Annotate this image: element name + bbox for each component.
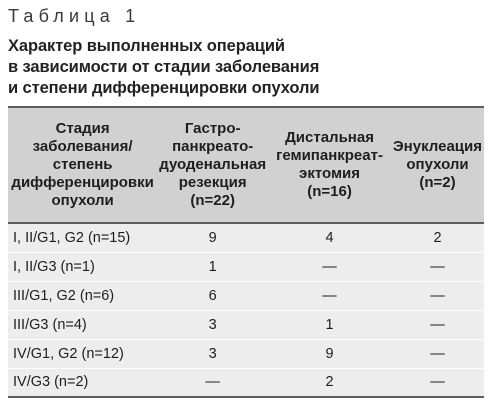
stage-cell: I, II/G1, G2 (n=15) — [13, 229, 131, 246]
distal-count-cell: 2 — [325, 374, 334, 391]
header-line: (n=2) — [419, 174, 456, 191]
caption-line: Характер выполненных операций — [8, 37, 285, 55]
header-line: Дистальная — [285, 129, 374, 146]
distal-count-cell: 9 — [325, 345, 334, 362]
enucleation-count-cell: 2 — [433, 229, 442, 246]
header-stage — [8, 107, 157, 223]
stage-cell: IV/G3 (n=2) — [13, 374, 89, 391]
table-number-label: Таблица 1 — [8, 6, 141, 26]
caption-line: и степени дифференцировки опухоли — [8, 79, 320, 97]
header-line: Энуклеация — [393, 138, 482, 155]
distal-count-cell: — — [322, 258, 337, 275]
header-line: (n=22) — [190, 192, 235, 209]
enucleation-count-cell: — — [430, 345, 445, 362]
header-line: дифференцировки — [11, 174, 154, 191]
distal-count-cell: — — [322, 287, 337, 304]
header-line: эктомия — [299, 165, 361, 182]
distal-count-cell: 1 — [325, 316, 334, 333]
header-tumor-enucleation — [391, 107, 484, 223]
operations-table — [8, 106, 484, 398]
table-row — [8, 310, 484, 339]
header-line: Гастро- — [184, 120, 241, 137]
caption-line: в зависимости от стадии заболевания — [8, 58, 320, 76]
header-line: гемипанкреат- — [276, 147, 383, 164]
table-row — [8, 281, 484, 310]
header-line: заболевания/ — [32, 138, 133, 155]
header-line: резекция — [178, 174, 247, 191]
header-distal-hemipancreatectomy — [268, 107, 391, 223]
header-line: Стадия — [55, 120, 110, 137]
table-row — [8, 339, 484, 368]
enucleation-count-cell: — — [430, 316, 445, 333]
pdr-count-cell: 9 — [208, 229, 217, 246]
pdr-count-cell: 6 — [208, 287, 217, 304]
header-line: опухоли — [406, 156, 469, 173]
enucleation-count-cell: — — [430, 258, 445, 275]
pdr-count-cell: 3 — [208, 345, 217, 362]
stage-cell: III/G1, G2 (n=6) — [13, 287, 115, 304]
table-row — [8, 368, 484, 397]
header-line: опухоли — [51, 192, 114, 209]
table-caption — [8, 36, 478, 99]
table-row — [8, 252, 484, 281]
pdr-count-cell: 1 — [208, 258, 217, 275]
table-header-row — [8, 107, 484, 223]
enucleation-count-cell: — — [430, 287, 445, 304]
distal-count-cell: 4 — [325, 229, 334, 246]
table-row — [8, 223, 484, 252]
pdr-count-cell: — — [205, 374, 220, 391]
enucleation-count-cell: — — [430, 374, 445, 391]
stage-cell: IV/G1, G2 (n=12) — [13, 345, 124, 362]
header-line: панкреато- — [172, 138, 254, 155]
header-pancreatoduodenal-resection — [157, 107, 268, 223]
stage-cell: III/G3 (n=4) — [13, 316, 87, 333]
pdr-count-cell: 3 — [208, 316, 217, 333]
header-line: (n=16) — [307, 183, 352, 200]
header-line: степень — [52, 156, 113, 173]
stage-cell: I, II/G3 (n=1) — [13, 258, 95, 275]
header-line: дуоденальная — [159, 156, 267, 173]
